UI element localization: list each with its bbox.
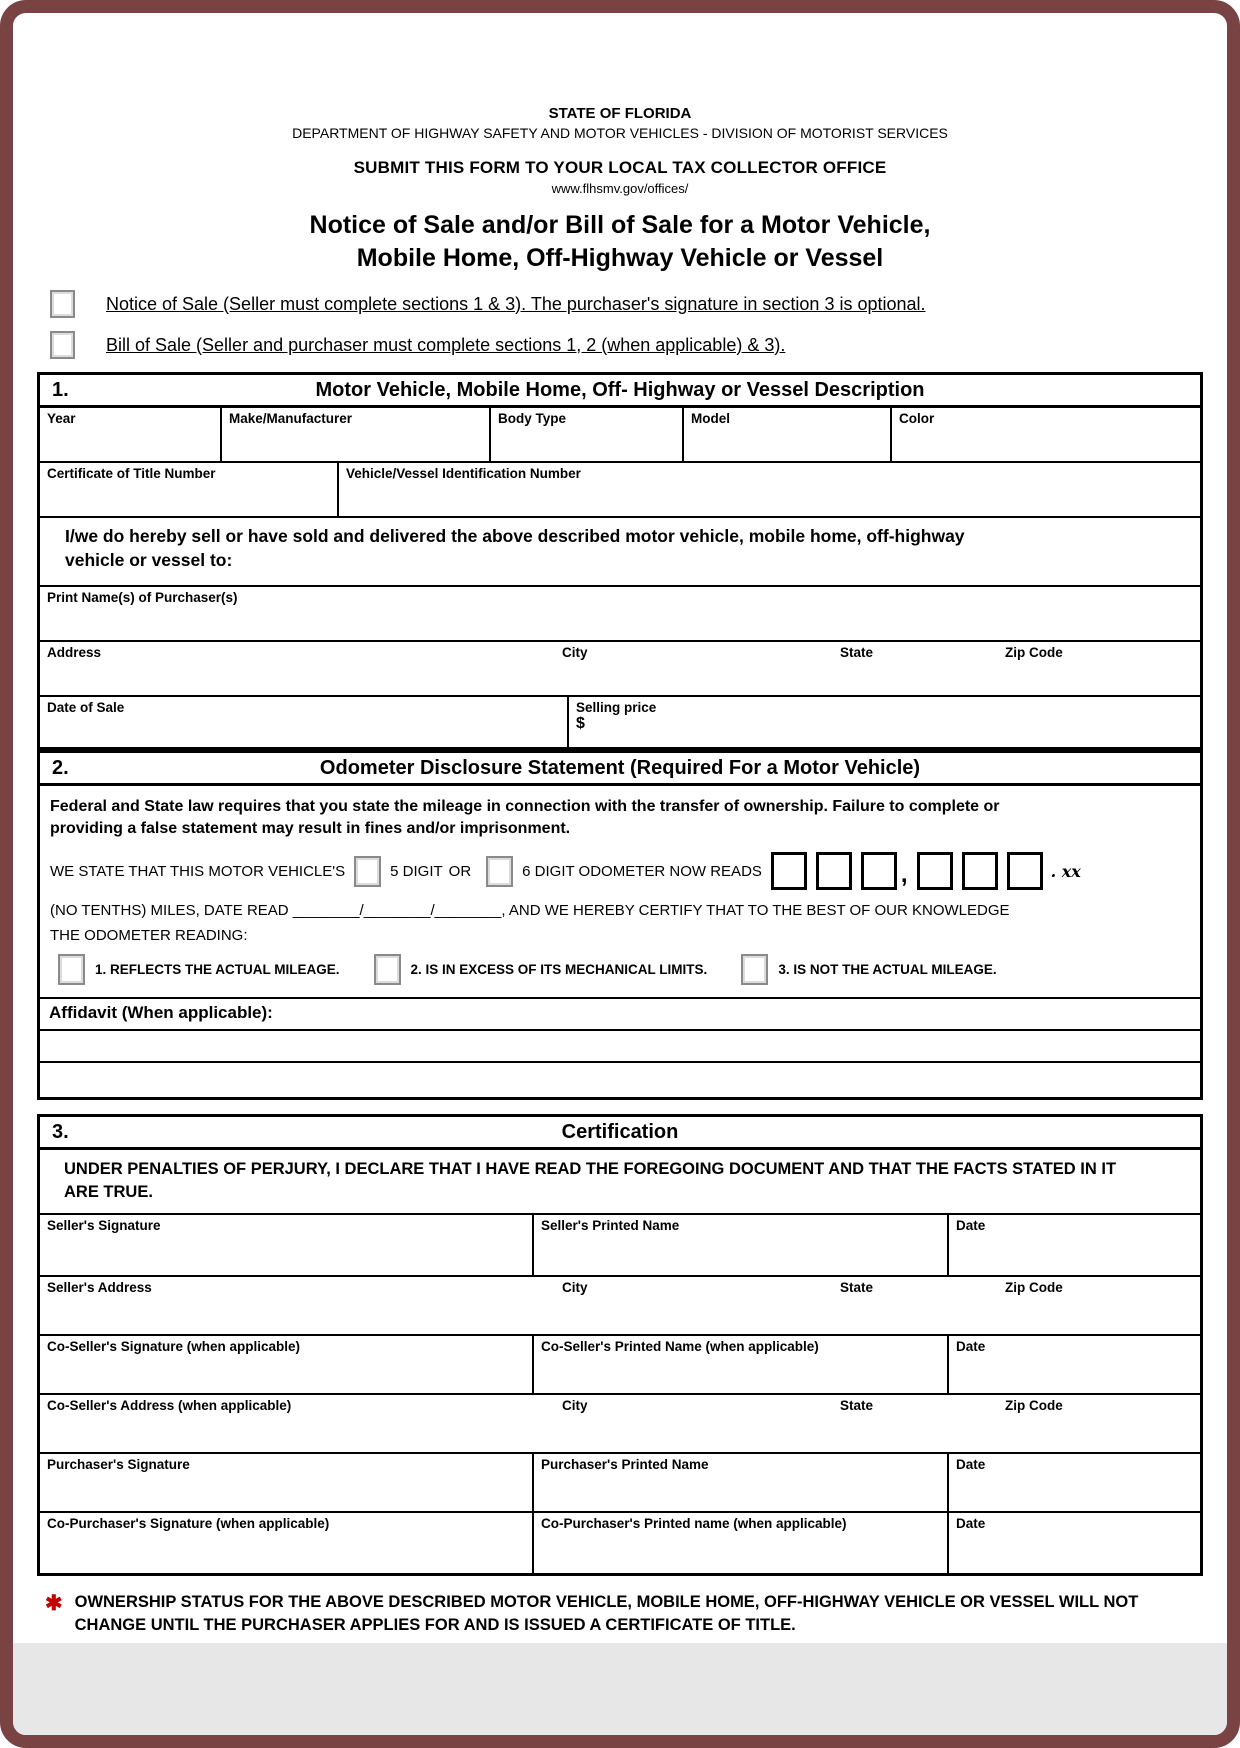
seller-address-field[interactable]	[40, 1277, 555, 1334]
section2-header	[37, 750, 1203, 786]
co-purchaser-date-label: Date	[956, 1515, 986, 1531]
odometer-digit-box-6[interactable]	[1007, 852, 1043, 890]
co-purchaser-signature-label: Co-Purchaser's Signature (when applicable)	[47, 1515, 330, 1531]
mechanical-limits-checkbox[interactable]	[374, 954, 401, 985]
section3-body	[37, 1150, 1203, 1576]
page-bottom-margin	[13, 1643, 1227, 1735]
affidavit-blank-line-2[interactable]	[40, 1061, 1200, 1097]
address-label: Address	[47, 645, 102, 661]
odometer-decimal-suffix: . xx	[1050, 861, 1081, 881]
sale-date-price-row	[40, 695, 1200, 747]
notice-of-sale-checkbox[interactable]	[50, 290, 75, 318]
odometer-reading-label: THE ODOMETER READING:	[50, 927, 248, 945]
color-label: Color	[899, 411, 935, 426]
submit-instruction: SUBMIT THIS FORM TO YOUR LOCAL TAX COLLECTOR OFFICE	[353, 158, 887, 177]
seller-city-field[interactable]	[555, 1277, 833, 1334]
asterisk-icon: ✱	[45, 1591, 63, 1615]
seller-address-row	[40, 1275, 1200, 1334]
section2-number: 2.	[52, 756, 69, 779]
co-seller-address-label: Co-Seller's Address (when applicable)	[47, 1397, 292, 1413]
state-label: State	[840, 645, 874, 661]
purchaser-name-field[interactable]	[40, 587, 1200, 640]
notice-of-sale-option	[50, 290, 1203, 318]
bill-of-sale-label: Bill of Sale (Seller and purchaser must complete sections 1, 2 (when applicable) & 3).	[106, 334, 786, 355]
co-purchaser-printed-name-label: Co-Purchaser's Printed name (when applicable)	[541, 1515, 847, 1531]
purchaser-state-field[interactable]	[833, 642, 998, 695]
odometer-digit-box-2[interactable]	[816, 852, 852, 890]
seller-state-label: State	[840, 1279, 874, 1295]
form-title-line2: Mobile Home, Off-Highway Vehicle or Vessel	[356, 243, 884, 272]
form-title-line1: Notice of Sale and/or Bill of Sale for a Motor Vehicle,	[309, 211, 931, 239]
section2-title: Odometer Disclosure Statement (Required For a Motor Vehicle)	[319, 756, 921, 779]
seller-address-label: Seller's Address	[47, 1279, 152, 1295]
or-text: OR	[448, 862, 472, 880]
vin-field[interactable]	[339, 463, 1200, 516]
year-label: Year	[47, 411, 76, 426]
five-digit-checkbox[interactable]	[354, 856, 381, 887]
sale-statement-row	[40, 516, 1200, 585]
year-field[interactable]	[40, 408, 222, 461]
section1-title: Motor Vehicle, Mobile Home, Off- Highway or Vessel Description	[315, 378, 925, 401]
co-purchaser-signature-field[interactable]	[40, 1513, 534, 1573]
bill-of-sale-checkbox[interactable]	[50, 331, 75, 359]
seller-printed-name-field[interactable]	[534, 1215, 949, 1275]
vehicle-description-row	[40, 408, 1200, 461]
co-seller-signature-label: Co-Seller's Signature (when applicable)	[47, 1338, 301, 1354]
co-seller-printed-name-label: Co-Seller's Printed Name (when applicable)	[541, 1338, 819, 1354]
actual-mileage-label: 1. REFLECTS THE ACTUAL MILEAGE.	[95, 962, 340, 978]
purchaser-printed-name-label: Purchaser's Printed Name	[541, 1456, 709, 1472]
color-field[interactable]	[892, 408, 1200, 461]
seller-date-label: Date	[956, 1217, 986, 1233]
ownership-note	[45, 1591, 1197, 1637]
purchaser-printed-name-field[interactable]	[534, 1454, 949, 1511]
purchaser-city-field[interactable]	[555, 642, 833, 695]
odometer-digit-box-5[interactable]	[962, 852, 998, 890]
co-seller-printed-name-field[interactable]	[534, 1336, 949, 1393]
five-digit-label: 5 DIGIT	[390, 862, 443, 880]
dollar-sign: $	[576, 715, 585, 733]
make-field[interactable]	[222, 408, 491, 461]
purchaser-zip-field[interactable]	[998, 642, 1200, 695]
form-title	[37, 209, 1203, 274]
seller-signature-label: Seller's Signature	[47, 1217, 161, 1233]
department-heading: DEPARTMENT OF HIGHWAY SAFETY AND MOTOR VEHICLES - DIVISION OF MOTORIST SERVICES	[292, 125, 948, 141]
odometer-statement-line	[40, 843, 1200, 894]
purchaser-date-field[interactable]	[949, 1454, 1200, 1511]
section1-body	[37, 408, 1203, 750]
title-number-label: Certificate of Title Number	[47, 466, 216, 481]
co-seller-zip-label: Zip Code	[1005, 1397, 1063, 1413]
seller-date-field[interactable]	[949, 1215, 1200, 1275]
co-seller-date-label: Date	[956, 1338, 986, 1354]
odometer-comma: ,	[900, 861, 908, 889]
office-url: www.flhsmv.gov/offices/	[551, 181, 689, 196]
co-seller-signature-row	[40, 1334, 1200, 1393]
model-field[interactable]	[684, 408, 892, 461]
seller-signature-field[interactable]	[40, 1215, 534, 1275]
ownership-note-text: OWNERSHIP STATUS FOR THE ABOVE DESCRIBED MOTOR VEHICLE, MOBILE HOME, OFF-HIGHWAY VEHICLE OR VESSEL WILL NOT CHANGE UNTIL THE PURCHASER APPLIES FOR AND IS ISSUED A CERTIFICATE OF TITLE.	[74, 1592, 1139, 1635]
affidavit-label: Affidavit (When applicable):	[40, 997, 1200, 1029]
notice-of-sale-label: Notice of Sale (Seller must complete sections 1 & 3). The purchaser's signature in section 3 is optional.	[106, 293, 926, 314]
perjury-statement: UNDER PENALTIES OF PERJURY, I DECLARE THAT I HAVE READ THE FOREGOING DOCUMENT AND THAT THE FACTS STATED IN IT ARE TRUE.	[64, 1160, 1117, 1201]
section3-header	[37, 1114, 1203, 1150]
model-label: Model	[691, 411, 730, 426]
seller-state-field[interactable]	[833, 1277, 998, 1334]
selling-price-field[interactable]	[569, 697, 1200, 747]
vin-label: Vehicle/Vessel Identification Number	[346, 466, 581, 481]
purchaser-address-field[interactable]	[40, 642, 555, 695]
odometer-digit-box-3[interactable]	[861, 852, 897, 890]
co-purchaser-printed-name-field[interactable]	[534, 1513, 949, 1573]
affidavit-blank-line-1[interactable]	[40, 1029, 1200, 1061]
purchaser-name-row	[40, 585, 1200, 640]
section3-number: 3.	[52, 1120, 69, 1143]
co-seller-address-field[interactable]	[40, 1395, 555, 1452]
odometer-digit-box-4[interactable]	[917, 852, 953, 890]
title-vin-row	[40, 461, 1200, 516]
date-of-sale-field[interactable]	[40, 697, 569, 747]
odometer-law-text: Federal and State law requires that you state the mileage in connection with the transfer of ownership. Failure to complete or providing a false statement may result in fines and/or imprisonment.	[50, 798, 1000, 837]
form-type-options	[37, 290, 1203, 359]
seller-signature-row	[40, 1213, 1200, 1275]
co-purchaser-signature-row	[40, 1511, 1200, 1573]
co-seller-zip-field[interactable]	[998, 1395, 1200, 1452]
odometer-digit-box-1[interactable]	[771, 852, 807, 890]
six-digit-checkbox[interactable]	[486, 856, 513, 887]
bill-of-sale-option	[50, 331, 1203, 359]
co-seller-signature-field[interactable]	[40, 1336, 534, 1393]
purchaser-signature-row	[40, 1452, 1200, 1511]
purchaser-name-label: Print Name(s) of Purchaser(s)	[47, 590, 238, 606]
co-purchaser-date-field[interactable]	[949, 1513, 1200, 1573]
seller-zip-label: Zip Code	[1005, 1279, 1063, 1295]
co-seller-date-field[interactable]	[949, 1336, 1200, 1393]
seller-zip-field[interactable]	[998, 1277, 1200, 1334]
purchaser-signature-label: Purchaser's Signature	[47, 1456, 190, 1472]
purchaser-address-row	[40, 640, 1200, 695]
selling-price-label: Selling price	[576, 700, 657, 716]
co-seller-address-row	[40, 1393, 1200, 1452]
actual-mileage-checkbox[interactable]	[58, 954, 85, 985]
date-read-line: (NO TENTHS) MILES, DATE READ ________/________/________, AND WE HEREBY CERTIFY THAT TO THE BEST OF OUR KNOWLEDGE	[50, 902, 1010, 920]
not-actual-mileage-checkbox[interactable]	[741, 954, 768, 985]
sale-statement: I/we do hereby sell or have sold and delivered the above described motor vehicle, mobile home, off-highway vehicle or vessel to:	[65, 526, 965, 570]
odometer-choices	[40, 944, 1200, 997]
section2-body	[37, 786, 1203, 1100]
state-heading: STATE OF FLORIDA	[548, 105, 692, 122]
purchaser-signature-field[interactable]	[40, 1454, 534, 1511]
zip-label: Zip Code	[1005, 645, 1063, 661]
seller-city-label: City	[562, 1279, 588, 1295]
we-state-text: WE STATE THAT THIS MOTOR VEHICLE'S	[50, 862, 346, 880]
mechanical-limits-label: 2. IS IN EXCESS OF ITS MECHANICAL LIMITS.	[410, 962, 708, 978]
not-actual-mileage-label: 3. IS NOT THE ACTUAL MILEAGE.	[778, 962, 997, 978]
co-seller-state-field[interactable]	[833, 1395, 998, 1452]
title-number-field[interactable]	[40, 463, 339, 516]
body-type-label: Body Type	[498, 411, 567, 426]
date-of-sale-label: Date of Sale	[47, 700, 125, 716]
co-seller-city-field[interactable]	[555, 1395, 833, 1452]
purchaser-date-label: Date	[956, 1456, 986, 1472]
city-label: City	[562, 645, 588, 661]
form-header	[37, 13, 1203, 274]
seller-printed-name-label: Seller's Printed Name	[541, 1217, 680, 1233]
make-label: Make/Manufacturer	[229, 411, 353, 426]
section1-number: 1.	[52, 378, 69, 401]
section1-header	[37, 372, 1203, 408]
co-seller-city-label: City	[562, 1397, 588, 1413]
co-seller-state-label: State	[840, 1397, 874, 1413]
six-digit-label: 6 DIGIT ODOMETER NOW READS	[522, 862, 762, 880]
section3-title: Certification	[561, 1120, 679, 1143]
body-type-field[interactable]	[491, 408, 684, 461]
